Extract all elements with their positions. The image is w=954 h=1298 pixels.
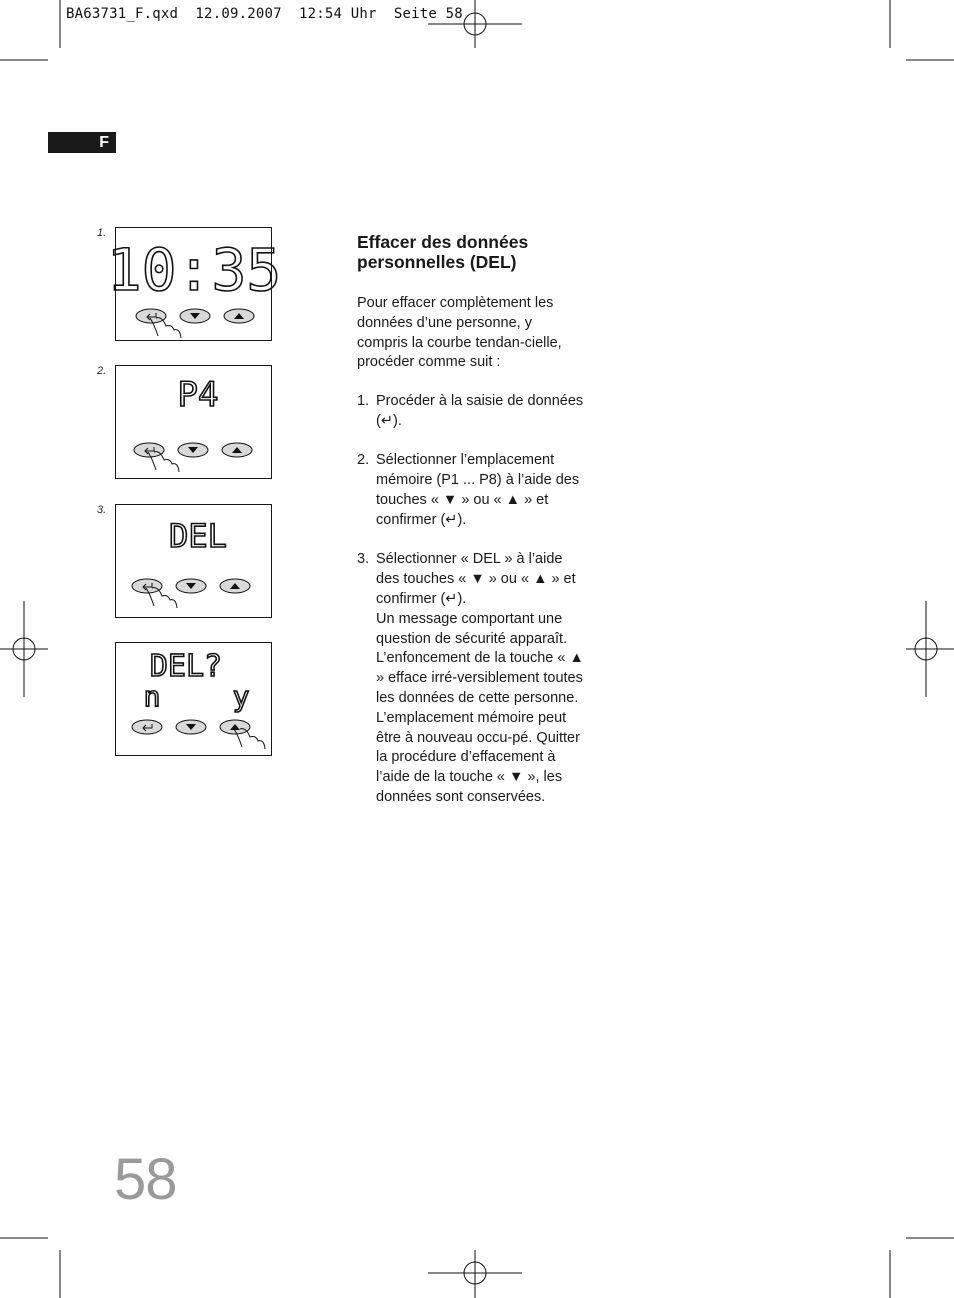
lcd-readout: P4	[177, 375, 219, 415]
page-number: 58	[114, 1147, 177, 1212]
lcd-readout: DEL?	[149, 649, 223, 684]
down-button	[180, 309, 210, 323]
down-button	[176, 579, 206, 593]
lcd-readout: DEL	[169, 517, 227, 555]
down-button	[176, 720, 206, 734]
triangle-up-icon: ▲	[569, 650, 584, 667]
lcd-answer-no: n	[143, 680, 161, 713]
down-button	[178, 443, 208, 457]
up-button	[224, 309, 254, 323]
section-title: Effacer des données personnelles (DEL)	[357, 232, 529, 272]
enter-arrow-icon: ↵	[445, 511, 458, 528]
triangle-up-icon: ▲	[533, 571, 548, 588]
enter-arrow-icon: ↵	[445, 590, 458, 607]
steps-list	[357, 392, 587, 828]
enter-button	[134, 443, 164, 457]
lcd-readout: 10:35	[106, 236, 282, 304]
up-button	[220, 720, 250, 734]
figure-3-display-panel	[115, 504, 272, 618]
figure-2-label: 2.	[97, 365, 107, 377]
figure-2-display-panel	[115, 365, 272, 479]
figure-4-display-panel	[115, 642, 272, 756]
enter-button	[132, 720, 162, 734]
enter-button	[136, 309, 166, 323]
list-item: 1. Procéder à la saisie de données (↵).	[357, 392, 587, 432]
language-tab: F	[48, 132, 116, 153]
up-button	[222, 443, 252, 457]
triangle-down-icon: ▼	[442, 491, 458, 508]
up-button	[220, 579, 250, 593]
intro-paragraph: Pour effacer complètement les données d’une personne, y compris la courbe tendan-cielle, procéder comme suit :	[357, 295, 562, 371]
triangle-down-icon: ▼	[509, 769, 524, 786]
figure-1-label: 1.	[97, 227, 107, 239]
figure-3-label: 3.	[97, 504, 107, 516]
enter-button	[132, 579, 162, 593]
list-item: 3. Sélectionner « DEL » à l’aide des touches « ▼ » ou « ▲ » et confirmer (↵). Un message comportant une question de sécurité apparaît. L’enfoncement de la touche « ▲ » efface irré-versiblement toutes les données de cette personne. L’emplacement mémoire peut être à nouveau occu-pé. Quitter la procédure d’effacement à l’aide de la touche « ▼ », les données sont conservées.	[357, 551, 584, 805]
lcd-answer-yes: y	[232, 680, 250, 713]
triangle-down-icon: ▼	[470, 571, 485, 588]
figure-1-display-panel	[106, 227, 282, 341]
list-item: 2. Sélectionner l’emplacement mémoire (P1 ... P8) à l’aide des touches « ▼ » ou « ▲ » et confirmer (↵).	[357, 451, 587, 530]
printer-slug: BA63731_F.qxd 12.09.2007 12:54 Uhr Seite 58	[66, 6, 463, 22]
triangle-up-icon: ▲	[505, 491, 521, 508]
enter-arrow-icon: ↵	[380, 412, 393, 429]
